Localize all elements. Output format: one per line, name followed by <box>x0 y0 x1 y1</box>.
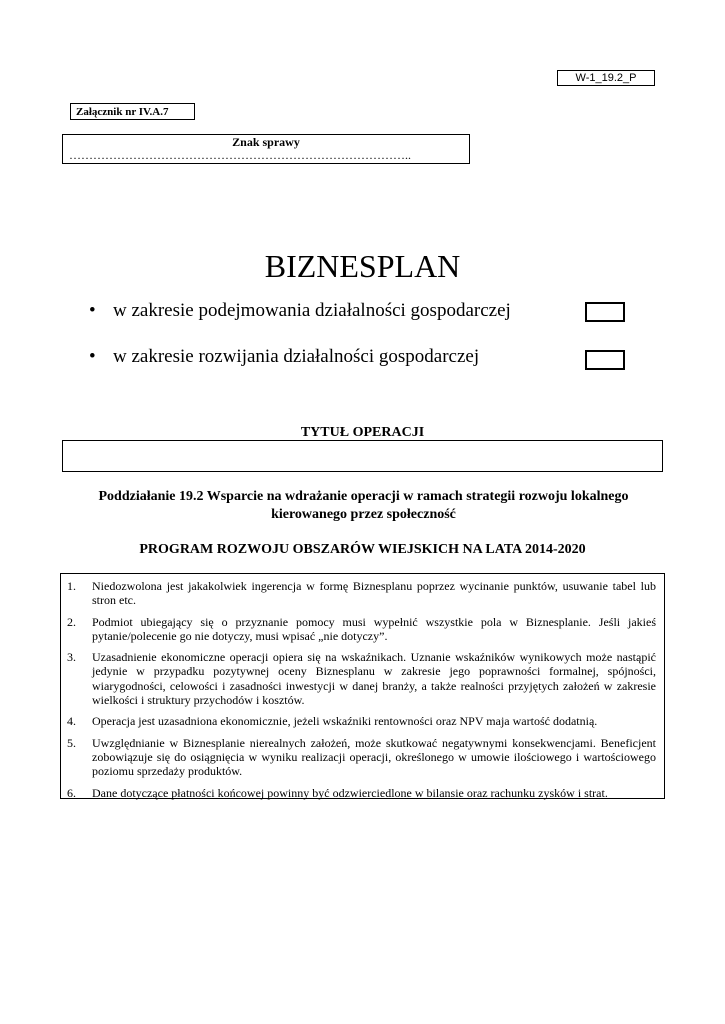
annex-label-box <box>70 103 195 120</box>
bullet-icon: • <box>89 346 96 367</box>
form-code: W-1_19.2_P <box>575 72 637 84</box>
option-start-business <box>89 299 511 323</box>
annex-label: Załącznik nr IV.A.7 <box>76 106 169 118</box>
option-develop-business <box>89 345 479 369</box>
subaction-heading: Poddziałanie 19.2 Wsparcie na wdrażanie operacji w ramach strategii rozwoju lokalnego kierowanego przez społeczność <box>98 489 629 522</box>
instruction-number: 5. <box>67 735 76 750</box>
document-title: BIZNESPLAN <box>264 248 461 284</box>
option-start-business-checkbox[interactable] <box>585 302 625 322</box>
case-number-dots: ………………………………………………………………………….. <box>69 148 411 162</box>
instruction-text: Uzasadnienie ekonomiczne operacji opiera się na wskaźnikach. Uznanie wskaźników wynikowych może nastąpić jedynie w przypadku pozytywnej oceny Biznesplanu w zakresie jego poprawności formalnej, spójności, wiarygodności, celowości i zasadności inwestycji w danej branży, a także realności przyjętych założeń w zakresie wielkości i struktury przychodów i kosztów. <box>92 650 656 708</box>
instruction-text: Uwzględnianie w Biznesplanie nierealnych założeń, może skutkować negatywnymi konsekwencjami. Beneficjent zobowiązuje się do osiągnięcia w wyniku realizacji operacji, określonego w umowie ilościowego i wartościowego poziomu sprzedaży produktów. <box>92 735 656 779</box>
case-number-field[interactable] <box>62 134 470 164</box>
option-label: w zakresie podejmowania działalności gospodarczej <box>113 300 511 321</box>
case-number-label: Znak sprawy <box>232 135 300 149</box>
instruction-item <box>67 736 656 779</box>
instruction-text: Dane dotyczące płatności końcowej powinny być odzwierciedlone w bilansie oraz rachunku zysków i strat. <box>92 785 608 800</box>
form-code-box <box>557 70 655 86</box>
program-heading: PROGRAM ROZWOJU OBSZARÓW WIEJSKICH NA LATA 2014-2020 <box>139 542 586 557</box>
option-develop-business-checkbox[interactable] <box>585 350 625 370</box>
instruction-number: 3. <box>67 650 76 665</box>
instruction-text: Podmiot ubiegający się o przyznanie pomocy musi wypełnić wszystkie pola w Biznesplanie. Jeśli jakieś pytanie/polecenie go nie dotyczy, musi wpisać „nie dotyczy”. <box>92 614 656 643</box>
instruction-text: Niedozwolona jest jakakolwiek ingerencja w formę Biznesplanu poprzez wycinanie punktów, usuwanie tabel lub stron etc. <box>92 579 656 608</box>
instruction-number: 6. <box>67 785 76 800</box>
option-label: w zakresie rozwijania działalności gospodarczej <box>113 346 480 367</box>
instruction-item <box>67 786 656 800</box>
instruction-number: 1. <box>67 579 76 593</box>
operation-title-field[interactable] <box>62 440 663 472</box>
instruction-text: Operacja jest uzasadniona ekonomicznie, jeżeli wskaźniki rentowności oraz NPV maja wartość dodatnią. <box>92 714 598 729</box>
instructions-box <box>60 573 665 799</box>
bullet-icon: • <box>89 300 96 321</box>
instructions-list <box>61 574 664 800</box>
instruction-item <box>67 714 656 728</box>
instruction-item <box>67 615 656 644</box>
instruction-number: 2. <box>67 614 76 629</box>
instruction-item <box>67 579 656 608</box>
instruction-number: 4. <box>67 714 76 729</box>
operation-title-label: TYTUŁ OPERACJI <box>300 425 425 440</box>
instruction-item <box>67 650 656 707</box>
